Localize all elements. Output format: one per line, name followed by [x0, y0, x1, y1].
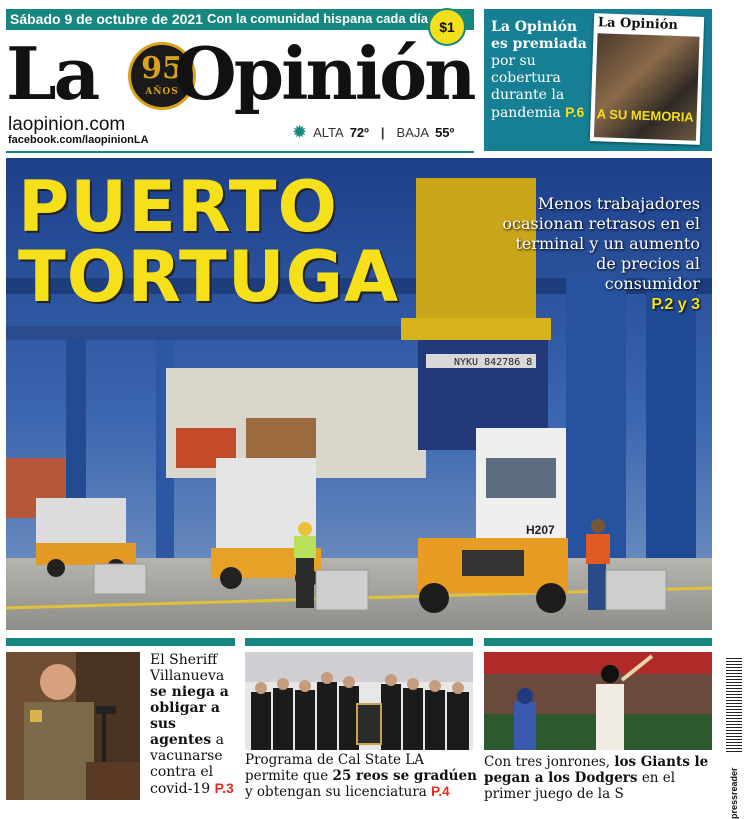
story-3-post: en el primer juego de la S: [484, 770, 676, 802]
low-label: BAJA: [396, 124, 430, 140]
graduates-photo-illustration: [245, 652, 473, 750]
logo-word-opinion: Opinión: [174, 31, 474, 116]
hero-deck-text: Menos trabajadores ocasionan retrasos en el terminal y un aumento de precios al consumidor: [502, 194, 700, 293]
sheriff-photo-illustration: [6, 652, 140, 800]
high-label: ALTA: [313, 124, 344, 140]
website-link[interactable]: laopinion.com: [8, 114, 126, 135]
hero-headline: [18, 166, 400, 318]
story-3-divider: [484, 638, 712, 646]
story-1-text[interactable]: [150, 652, 240, 797]
high-temp: 72º: [349, 124, 369, 140]
story-3-photo[interactable]: [484, 652, 712, 750]
baseball-photo-illustration: [484, 652, 712, 750]
promo-thumbnail-logo: La Opinión: [597, 15, 679, 34]
story-3-pre: Con tres jonrones,: [484, 754, 611, 770]
promo-body: por su cobertura durante la pandemia: [491, 53, 565, 121]
story-3-text[interactable]: [484, 754, 712, 802]
promo-text: [491, 19, 589, 122]
weather-divider: |: [380, 124, 385, 140]
story-1-page-ref: P.3: [214, 780, 234, 796]
story-2-post: y obtengan su licenciatura: [245, 784, 427, 800]
story-2-divider: [245, 638, 473, 646]
hero-photo[interactable]: [6, 158, 712, 630]
newspaper-logo[interactable]: [6, 31, 476, 116]
hero-headline-line-1: PUERTO: [18, 166, 338, 248]
hero-page-ref: P.2 y 3: [651, 296, 700, 313]
container-label: NYKU 842786 8: [454, 357, 533, 368]
promo-thumbnail: [590, 13, 704, 145]
pressreader-brand: pressreader: [729, 767, 739, 819]
tagline: Con la comunidad hispana cada día: [206, 11, 428, 26]
promo-page-ref: P.6: [565, 104, 585, 120]
promo-lead: La Opinión es premiada: [491, 19, 587, 52]
low-temp: 55º: [435, 124, 455, 140]
story-2-photo[interactable]: [245, 652, 473, 750]
story-2-pre: Programa de Cal State LA permite que: [245, 752, 425, 784]
hero-deck: [500, 194, 700, 315]
price-badge: $1: [428, 8, 466, 46]
masthead-divider: [6, 151, 474, 153]
weather-widget: [292, 124, 454, 140]
issue-date: Sábado 9 de octubre de 2021: [10, 11, 203, 27]
anniversary-number: 95: [141, 51, 183, 86]
story-2-bold: 25 reos se gradúen: [332, 768, 477, 784]
truck-label: H207: [526, 523, 555, 537]
story-1-divider: [6, 638, 235, 646]
facebook-link[interactable]: facebook.com/laopinionLA: [8, 134, 149, 146]
story-1-bold: se niega a obligar a sus agentes: [150, 684, 229, 748]
date-bar: [6, 9, 474, 30]
story-2-text[interactable]: [245, 752, 477, 800]
promo-thumbnail-photo: [594, 33, 700, 140]
story-2-page-ref: P.4: [431, 784, 450, 799]
story-1-post: a vacunarse contra el covid-19: [150, 732, 225, 797]
story-3-bold: los Giants le pegan a los Dodgers: [484, 754, 709, 786]
pressreader-strip[interactable]: [724, 652, 744, 819]
story-1-pre: El Sheriff Villanueva: [150, 652, 225, 684]
hero-headline-line-2: TORTUGA: [18, 236, 400, 318]
logo-word-la: La: [6, 31, 98, 116]
anniversary-label: AÑOS: [145, 87, 179, 97]
sun-icon: ✹: [292, 122, 308, 142]
promo-thumbnail-headline: A SU MEMORIA: [596, 106, 694, 125]
story-1-photo[interactable]: [6, 652, 140, 800]
promo-box[interactable]: [484, 9, 712, 151]
